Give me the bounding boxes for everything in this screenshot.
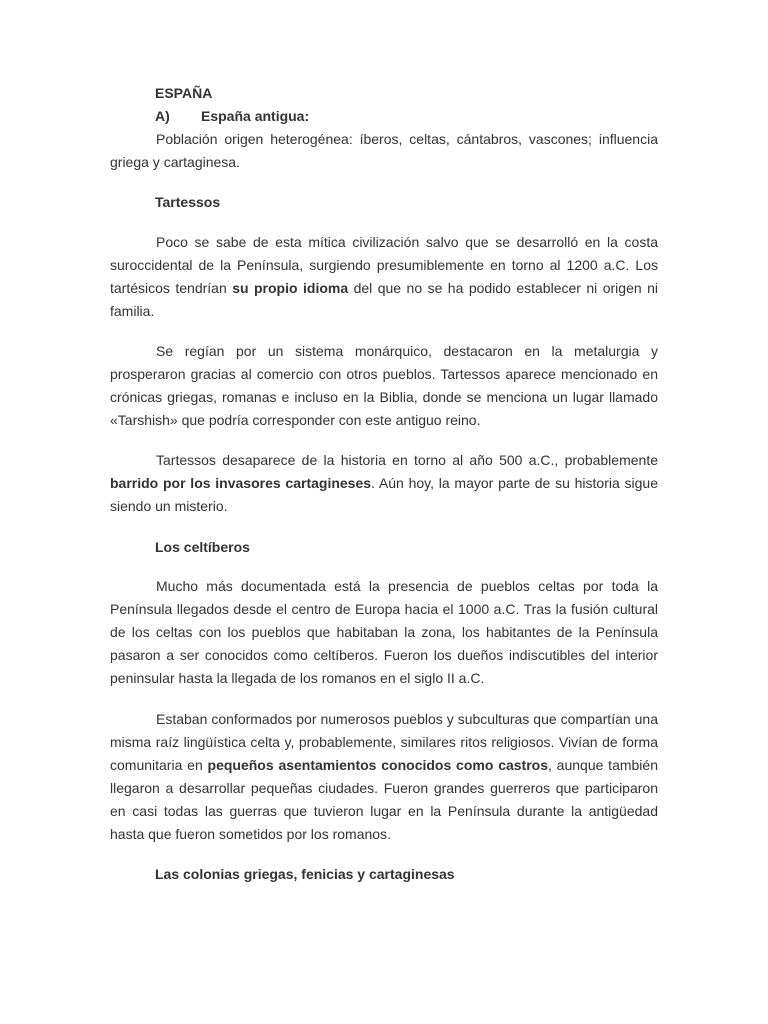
section-number: A)	[155, 108, 170, 124]
celtiberos-paragraph-2: Estaban conformados por numerosos pueblos y subculturas que compartían una misma raíz lingüística celta y, probablemente, similares ritos religiosos. Vivían de forma comunitaria en pequeños asentamientos conocidos como castros, aunque también llegaron a desarrollar pequeñas ciudades. Fueron grandes guerreros que participaron en casi todas las guerras que tuvieron lugar en la Península durante la antigüedad hasta que fueron sometidos por los romanos.	[110, 711, 658, 842]
heading-celtiberos: Los celtíberos	[155, 539, 250, 555]
bold-phrase: barrido por los invasores cartagineses	[110, 475, 372, 491]
heading-tartessos: Tartessos	[155, 194, 221, 210]
document-title: ESPAÑA	[155, 85, 213, 101]
intro-paragraph: Población origen heterogénea: íberos, celtas, cántabros, vascones; influencia griega y cartaginesa.	[110, 131, 658, 170]
bold-phrase: pequeños asentamientos conocidos como castros	[207, 757, 548, 773]
bold-phrase: su propio idioma	[232, 280, 349, 296]
celtiberos-paragraph-1: Mucho más documentada está la presencia de pueblos celtas por toda la Península llegados desde el centro de Europa hacia el 1000 a.C. Tras la fusión cultural de los celtas con los pueblos que habitaban la zona, los habitantes de la Península pasaron a ser conocidos como celtíberos. Fueron los dueños indiscutibles del interior peninsular hasta la llegada de los romanos en el siglo II a.C.	[110, 578, 658, 686]
section-label: España antigua:	[201, 108, 310, 124]
section-heading-a	[155, 108, 309, 125]
tartessos-paragraph-1: Poco se sabe de esta mítica civilización salvo que se desarrolló en la costa suroccidental de la Península, surgiendo presumiblemente en torno al 1200 a.C. Los tartésicos tendrían su propio idioma del que no se ha podido establecer ni origen ni familia.	[110, 234, 659, 319]
tartessos-paragraph-3: Tartessos desaparece de la historia en torno al año 500 a.C., probablemente barrido por los invasores cartagineses. Aún hoy, la mayor parte de su historia sigue siendo un misterio.	[110, 452, 658, 514]
tartessos-paragraph-2: Se regían por un sistema monárquico, destacaron en la metalurgia y prosperaron gracias al comercio con otros pueblos. Tartessos aparece mencionado en crónicas griegas, romanas e incluso en la Biblia, donde se menciona un lugar llamado «Tarshish» que podría corresponder con este antiguo reino.	[110, 343, 658, 428]
heading-colonias: Las colonias griegas, fenicias y cartaginesas	[155, 866, 455, 882]
